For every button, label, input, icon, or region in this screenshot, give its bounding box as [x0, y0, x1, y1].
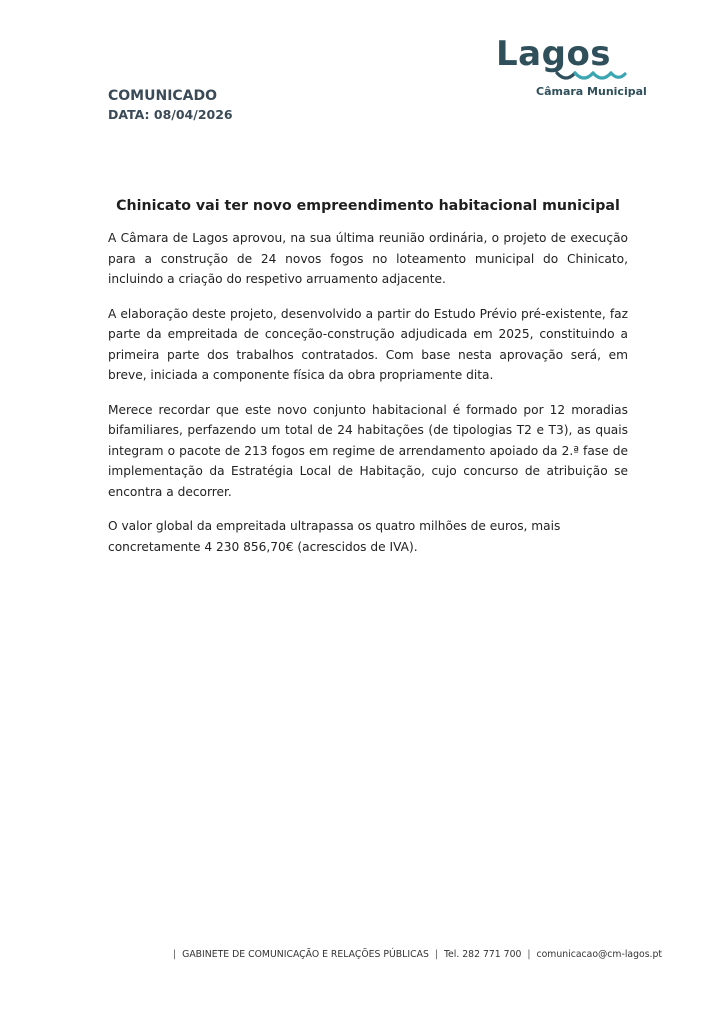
footer-email: comunicacao@cm-lagos.pt — [536, 949, 663, 960]
paragraph: A elaboração deste projeto, desenvolvido a partir do Estudo Prévio pré-existente, faz parte da empreitada de conceção-construção adjudicada em 2025, constituindo a primeira parte dos trabalhos contratados. Com base nesta aprovação será, em breve, iniciada a componente física da obra propriamente dita. — [108, 306, 628, 382]
headline: Chinicato vai ter novo empreendimento habitacional municipal — [116, 198, 620, 214]
footer-phone: Tel. 282 771 700 — [443, 949, 522, 960]
footer-department: GABINETE DE COMUNICAÇÃO E RELAÇÕES PÚBLICAS — [182, 949, 429, 960]
document-header — [108, 87, 233, 125]
document-date: DATA: 08/04/2026 — [108, 107, 233, 122]
paragraph: O valor global da empreitada ultrapassa os quatro milhões de euros, mais concretamente 4 230 856,70€ (acrescidos de IVA). — [108, 519, 561, 554]
lagos-logo — [496, 34, 647, 102]
paragraph: Merece recordar que este novo conjunto habitacional é formado por 12 moradias bifamiliares, perfazendo um total de 24 habitações (de tipologias T2 e T3), as quais integram o pacote de 213 fogos em regime de arrendamento apoiado da 2.ª fase de implementação da Estratégia Local de Habitação, cujo concurso de atribuição se encontra a decorrer. — [108, 402, 628, 499]
footer-separator: | — [527, 949, 531, 960]
footer-separator: | — [434, 949, 438, 960]
paragraph: A Câmara de Lagos aprovou, na sua última reunião ordinária, o projeto de execução para a construção de 24 novos fogos no loteamento municipal do Chinicato, incluindo a criação do respetivo arruamento adjacente. — [108, 231, 628, 286]
footer-separator: | — [173, 949, 177, 960]
wave-icon — [555, 70, 627, 84]
footer — [170, 949, 663, 960]
document-type: COMUNICADO — [108, 88, 218, 104]
logo-subtitle: Câmara Municipal — [536, 85, 647, 98]
body-text — [108, 228, 628, 571]
logo-wordmark: Lagos — [496, 34, 612, 74]
